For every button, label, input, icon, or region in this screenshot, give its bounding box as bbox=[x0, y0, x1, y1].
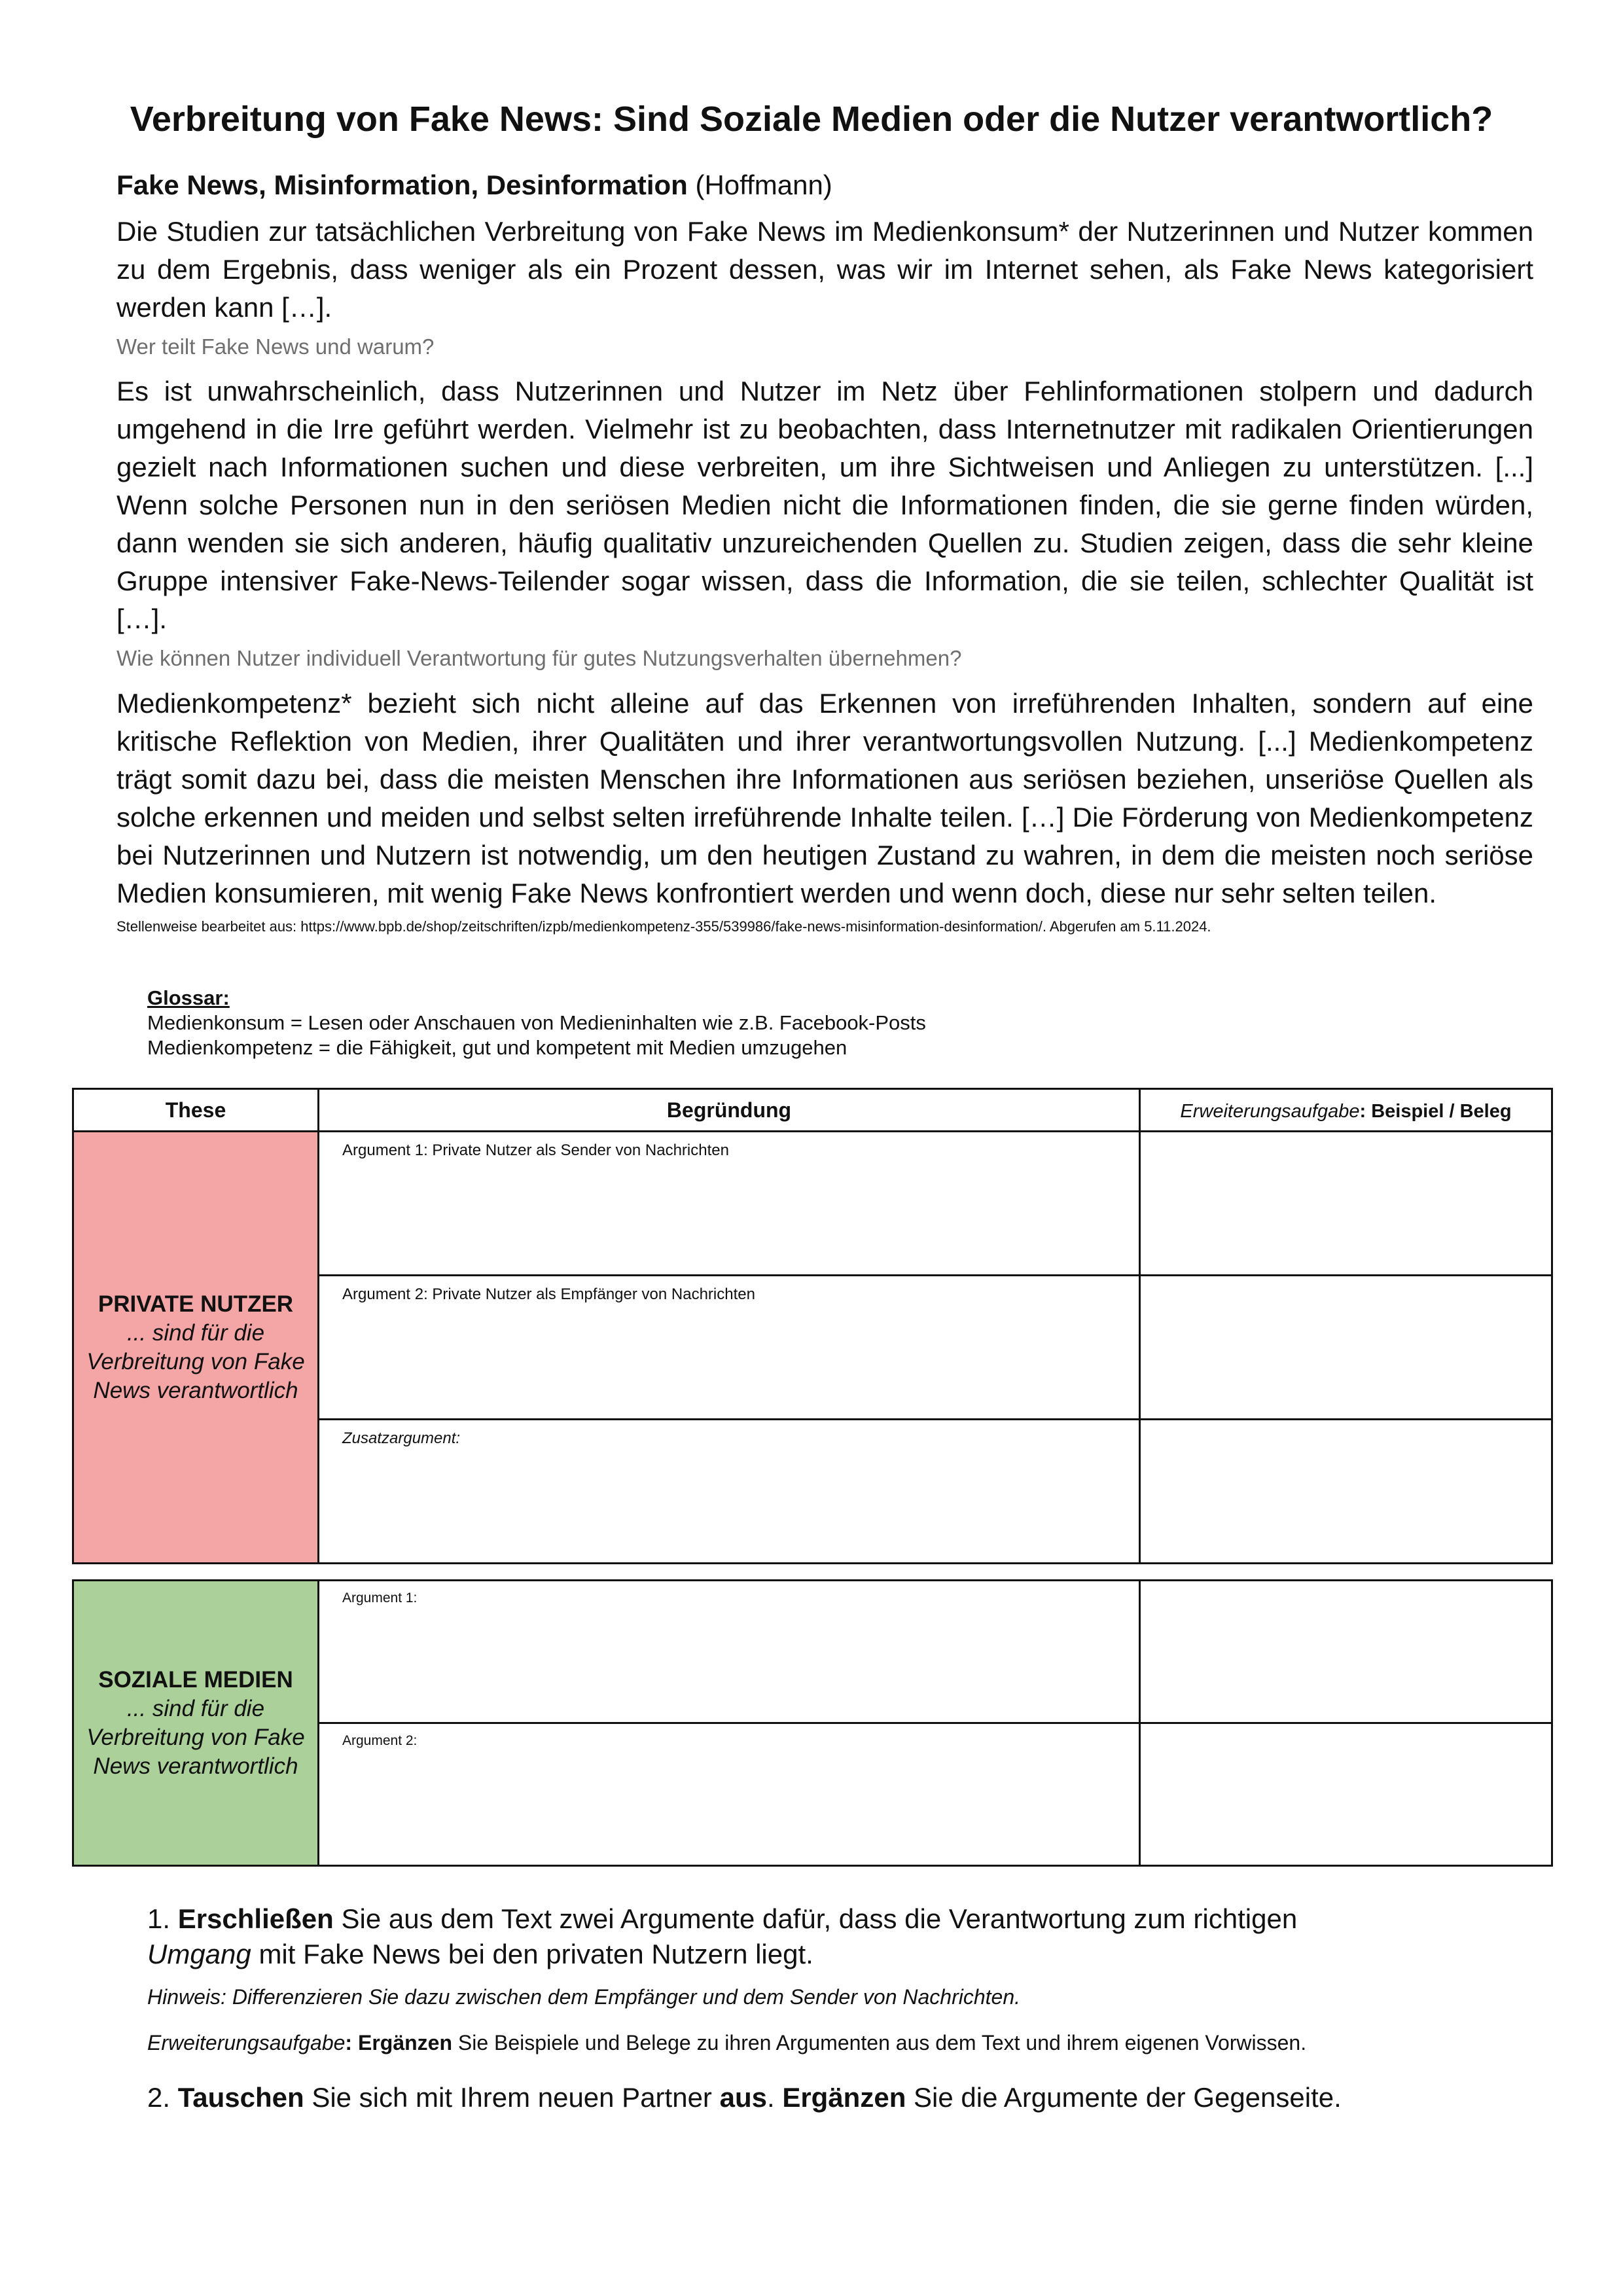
article-paragraph-3: Medienkompetenz* bezieht sich nicht alleine auf das Erkennen von irreführenden Inhalten, sondern auf eine kritische Reflektion von Medien, ihrer Qualitäten und ihrer verantwortungsvollen Nutzung. [...] Medienkompetenz trägt somit dazu bei, dass die meisten Menschen ihre Informationen aus seriösen beziehen, unseriöse Quellen als solche erkennen und meiden und selbst selten irreführende Inhalte teilen. […] Die Förderung von Medienkompetenz bei Nutzerinnen und Nutzern ist notwendig, um den heutigen Zustand zu wahren, in dem die meisten noch seriöse Medien konsumieren, mit wenig Fake News konfrontiert werden und wenn doch, diese nur sehr selten teilen. bbox=[116, 688, 1533, 909]
header-these: These bbox=[73, 1089, 319, 1132]
additional-argument-cell[interactable]: Zusatzargument: bbox=[319, 1420, 1140, 1564]
source-citation: Stellenweise bearbeitet aus: https://www.bpb.de/shop/zeitschriften/izpb/medienkompetenz-355/539986/fake-news-misinformation-desinformation/. Abgerufen am 5.11.2024. bbox=[116, 918, 1211, 935]
glossary-entry: Medienkompetenz = die Fähigkeit, gut und kompetent mit Medien umzugehen bbox=[147, 1036, 847, 1059]
article-section bbox=[116, 168, 1533, 937]
task-emphasis: Umgang bbox=[147, 1939, 251, 1969]
thesis-title: PRIVATE NUTZER bbox=[98, 1291, 294, 1317]
task-verb: Tauschen bbox=[177, 2082, 304, 2113]
extension-verb: Ergänzen bbox=[357, 2030, 452, 2054]
thesis-description: ... sind für die Verbreitung von Fake News verantwortlich bbox=[86, 1695, 305, 1779]
glossary bbox=[147, 986, 926, 1060]
example-cell[interactable] bbox=[1140, 1132, 1552, 1276]
header-extension-title: : Beispiel / Beleg bbox=[1359, 1100, 1512, 1122]
extension-label: Erweiterungsaufgabe bbox=[147, 2030, 346, 2054]
extension-task bbox=[147, 2030, 1554, 2057]
page-title: Verbreitung von Fake News: Sind Soziale Medien oder die Nutzer verantwortlich? bbox=[130, 99, 1493, 139]
header-begruendung: Begründung bbox=[319, 1089, 1140, 1132]
header-extension bbox=[1140, 1089, 1552, 1132]
task-verb: Erschließen bbox=[177, 1903, 334, 1934]
task-verb: Ergänzen bbox=[782, 2082, 906, 2113]
argument-cell[interactable]: Argument 2: bbox=[319, 1723, 1140, 1866]
thesis-description: ... sind für die Verbreitung von Fake News verantwortlich bbox=[86, 1319, 305, 1403]
thesis-table-social-media bbox=[72, 1579, 1553, 1867]
article-paragraph-2: Es ist unwahrscheinlich, dass Nutzerinnen und Nutzer im Netz über Fehlinformationen stolpern und dadurch umgehend in die Irre geführt werden. Vielmehr ist zu beobachten, dass Internetnutzer mit radikalen Orientierungen gezielt nach Informationen suchen und diese verbreiten, um ihre Sichtweisen und Anliegen zu unterstützen. [...] Wenn solche Personen nun in den seriösen Medien nicht die Informationen finden, die sie gerne finden würden, dann wenden sie sich anderen, häufig qualitativ unzureichenden Quellen zu. Studien zeigen, dass die sehr kleine Gruppe intensiver Fake-News-Teilender sogar wissen, dass die Information, die sie teilen, schlechter Qualität ist […]. bbox=[116, 376, 1533, 635]
example-cell[interactable] bbox=[1140, 1723, 1552, 1866]
task-text: Sie sich mit Ihrem neuen Partner bbox=[312, 2082, 712, 2113]
argument-cell[interactable]: Argument 1: bbox=[319, 1581, 1140, 1723]
tasks-section bbox=[147, 1901, 1554, 2115]
thesis-title: SOZIALE MEDIEN bbox=[98, 1666, 293, 1693]
example-cell[interactable] bbox=[1140, 1581, 1552, 1723]
task-text: . bbox=[766, 2082, 775, 2113]
thesis-cell-private-users bbox=[73, 1132, 319, 1564]
example-cell[interactable] bbox=[1140, 1420, 1552, 1564]
task-2 bbox=[147, 2080, 1554, 2115]
thesis-cell-social-media bbox=[73, 1581, 319, 1866]
task-1 bbox=[147, 1901, 1554, 1972]
article-question-1: Wer teilt Fake News und warum? bbox=[116, 334, 435, 359]
glossary-entry: Medienkonsum = Lesen oder Anschauen von Medieninhalten wie z.B. Facebook-Posts bbox=[147, 1011, 926, 1034]
article-author: (Hoffmann) bbox=[695, 170, 832, 200]
task-number: 2. bbox=[147, 2082, 171, 2113]
article-heading-title: Fake News, Misinformation, Desinformation bbox=[116, 170, 688, 200]
extension-colon: : bbox=[345, 2030, 353, 2054]
glossary-title: Glossar: bbox=[147, 986, 230, 1009]
header-extension-label: Erweiterungsaufgabe bbox=[1180, 1100, 1360, 1122]
task-text: Sie aus dem Text zwei Argumente dafür, dass die Verantwortung zum richtigen bbox=[341, 1903, 1298, 1934]
task-verb: aus bbox=[719, 2082, 767, 2113]
task-number: 1. bbox=[147, 1903, 171, 1934]
argument-cell[interactable]: Argument 1: Private Nutzer als Sender von Nachrichten bbox=[319, 1132, 1140, 1276]
task-text: Sie die Argumente der Gegenseite. bbox=[914, 2082, 1342, 2113]
example-cell[interactable] bbox=[1140, 1276, 1552, 1420]
thesis-table-private-users bbox=[72, 1088, 1553, 1564]
task-text: mit Fake News bei den privaten Nutzern liegt. bbox=[259, 1939, 813, 1969]
article-heading bbox=[116, 168, 1533, 204]
article-paragraph-1: Die Studien zur tatsächlichen Verbreitung von Fake News im Medienkonsum* der Nutzerinnen und Nutzer kommen zu dem Ergebnis, dass weniger als ein Prozent dessen, was wir im Internet sehen, als Fake News kategorisiert werden kann […]. bbox=[116, 215, 1533, 323]
extension-text: Sie Beispiele und Belege zu ihren Argumenten aus dem Text und ihrem eigenen Vorwissen. bbox=[457, 2030, 1307, 2054]
argument-cell[interactable]: Argument 2: Private Nutzer als Empfänger von Nachrichten bbox=[319, 1276, 1140, 1420]
task-hint: Hinweis: Differenzieren Sie dazu zwischen dem Empfänger und dem Sender von Nachrichten. bbox=[147, 1985, 1021, 2009]
article-question-2: Wie können Nutzer individuell Verantwortung für gutes Nutzungsverhalten übernehmen? bbox=[116, 646, 962, 671]
